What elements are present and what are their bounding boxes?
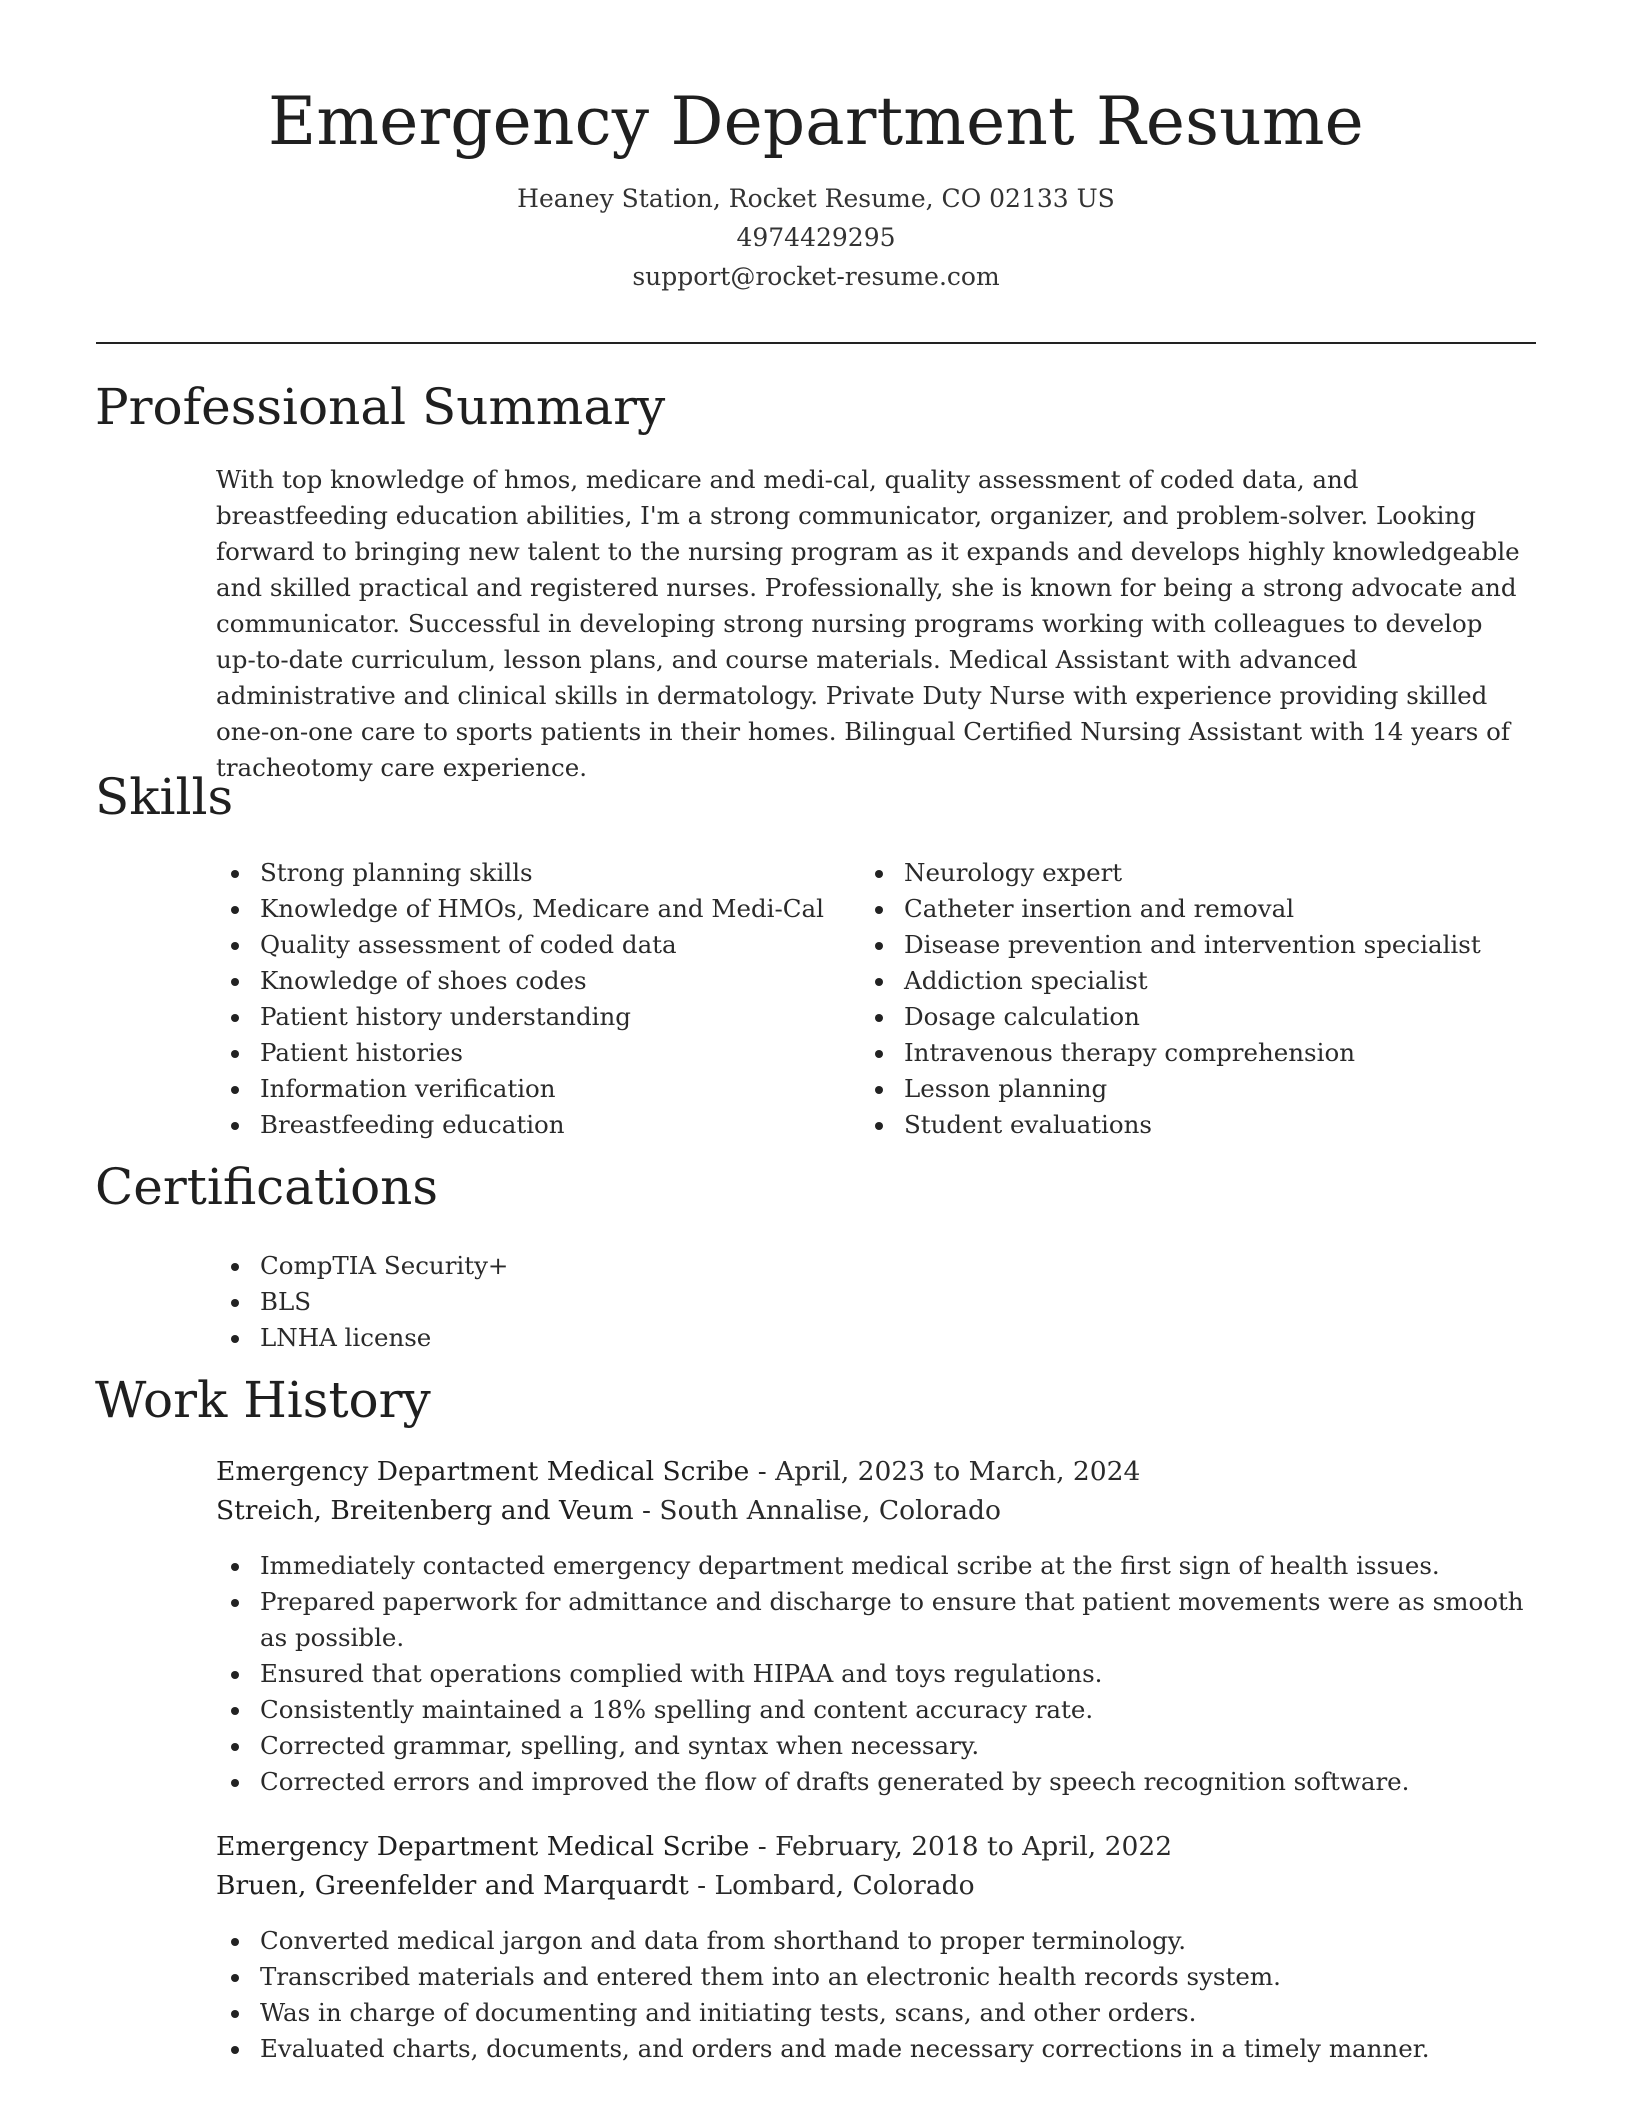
skill-item: Quality assessment of coded data <box>216 927 824 963</box>
job-duty-item: Converted medical jargon and data from shorthand to proper terminology. <box>216 1923 1536 1959</box>
skill-item: Lesson planning <box>860 1071 1481 1107</box>
skill-item: Disease prevention and intervention specialist <box>860 927 1481 963</box>
job-role: Emergency Department Medical Scribe <box>216 1456 750 1487</box>
contact-phone: 4974429295 <box>736 222 896 252</box>
resume-title: Emergency Department Resume <box>268 83 1364 160</box>
header-divider <box>96 342 1536 344</box>
job-duty-item: Consistently maintained a 18% spelling and content accuracy rate. <box>216 1692 1536 1728</box>
job-duty-item: Evaluated charts, documents, and orders and made necessary corrections in a timely manner. <box>216 2031 1536 2067</box>
skill-item: Patient history understanding <box>216 999 824 1035</box>
job-title-line <box>216 1827 1536 1866</box>
skills-list-left <box>216 855 824 1143</box>
skill-item: Patient histories <box>216 1035 824 1071</box>
job-duty-item: Immediately contacted emergency department medical scribe at the first sign of health issues. <box>216 1548 1536 1584</box>
job-location: - South Annalise, Colorado <box>633 1495 1001 1526</box>
resume-header <box>0 0 1632 296</box>
skill-item: Strong planning skills <box>216 855 824 891</box>
skill-item: Catheter insertion and removal <box>860 891 1481 927</box>
certifications-list <box>216 1248 508 1356</box>
job-dates: - February, 2018 to April, 2022 <box>749 1831 1173 1862</box>
job-duty-item: Was in charge of documenting and initiating tests, scans, and other orders. <box>216 1995 1536 2031</box>
job-duty-item: Transcribed materials and entered them into an electronic health records system. <box>216 1959 1536 1995</box>
job-duty-item: Ensured that operations complied with HIPAA and toys regulations. <box>216 1656 1536 1692</box>
job-company: Bruen, Greenfelder and Marquardt <box>216 1870 689 1901</box>
job-duties-list <box>216 1923 1536 2067</box>
job-entry <box>216 1452 1536 1800</box>
contact-info <box>0 179 1632 296</box>
skill-item: Intravenous therapy comprehension <box>860 1035 1481 1071</box>
certification-item: LNHA license <box>216 1320 508 1356</box>
certification-item: CompTIA Security+ <box>216 1248 508 1284</box>
skills-list-right <box>860 855 1481 1143</box>
contact-address: Heaney Station, Rocket Resume, CO 02133 US <box>517 183 1115 213</box>
job-duties-list <box>216 1548 1536 1800</box>
skill-item: Knowledge of HMOs, Medicare and Medi-Cal <box>216 891 824 927</box>
job-company: Streich, Breitenberg and Veum <box>216 1495 634 1526</box>
skill-item: Breastfeeding education <box>216 1107 824 1143</box>
skill-item: Dosage calculation <box>860 999 1481 1035</box>
job-dates: - April, 2023 to March, 2024 <box>749 1456 1141 1487</box>
job-title-line <box>216 1452 1536 1491</box>
skill-item: Neurology expert <box>860 855 1481 891</box>
summary-heading: Professional Summary <box>95 378 666 436</box>
contact-email: support@rocket-resume.com <box>632 261 1000 291</box>
job-entry <box>216 1827 1536 2067</box>
skill-item: Knowledge of shoes codes <box>216 963 824 999</box>
skill-item: Student evaluations <box>860 1107 1481 1143</box>
skill-item: Information verification <box>216 1071 824 1107</box>
job-duty-item: Prepared paperwork for admittance and discharge to ensure that patient movements were as smooth as possible. <box>216 1584 1536 1656</box>
skill-item: Addiction specialist <box>860 963 1481 999</box>
summary-text: With top knowledge of hmos, medicare and medi-cal, quality assessment of coded data, and breastfeeding education abilities, I'm a strong communicator, organizer, and problem-solver. Looking forward to bringing new talent to the nursing program as it expands and develops highly knowledgeable and skilled practical and registered nurses. Professionally, she is known for being a strong advocate and communicator. Successful in developing strong nursing programs working with colleagues to develop up-to-date curriculum, lesson plans, and course materials. Medical Assistant with advanced administrative and clinical skills in dermatology. Private Duty Nurse with experience providing skilled one-on-one care to sports patients in their homes. Bilingual Certified Nursing Assistant with 14 years of tracheotomy care experience. <box>216 465 1520 782</box>
certifications-heading: Certifications <box>95 1158 439 1216</box>
skills-heading: Skills <box>95 768 234 826</box>
job-duty-item: Corrected errors and improved the flow of drafts generated by speech recognition software. <box>216 1764 1536 1800</box>
job-company-line <box>216 1866 1536 1905</box>
work-history-heading: Work History <box>95 1371 431 1429</box>
job-duty-item: Corrected grammar, spelling, and syntax when necessary. <box>216 1728 1536 1764</box>
job-location: - Lombard, Colorado <box>688 1870 975 1901</box>
job-company-line <box>216 1491 1536 1530</box>
job-role: Emergency Department Medical Scribe <box>216 1831 750 1862</box>
certification-item: BLS <box>216 1284 508 1320</box>
